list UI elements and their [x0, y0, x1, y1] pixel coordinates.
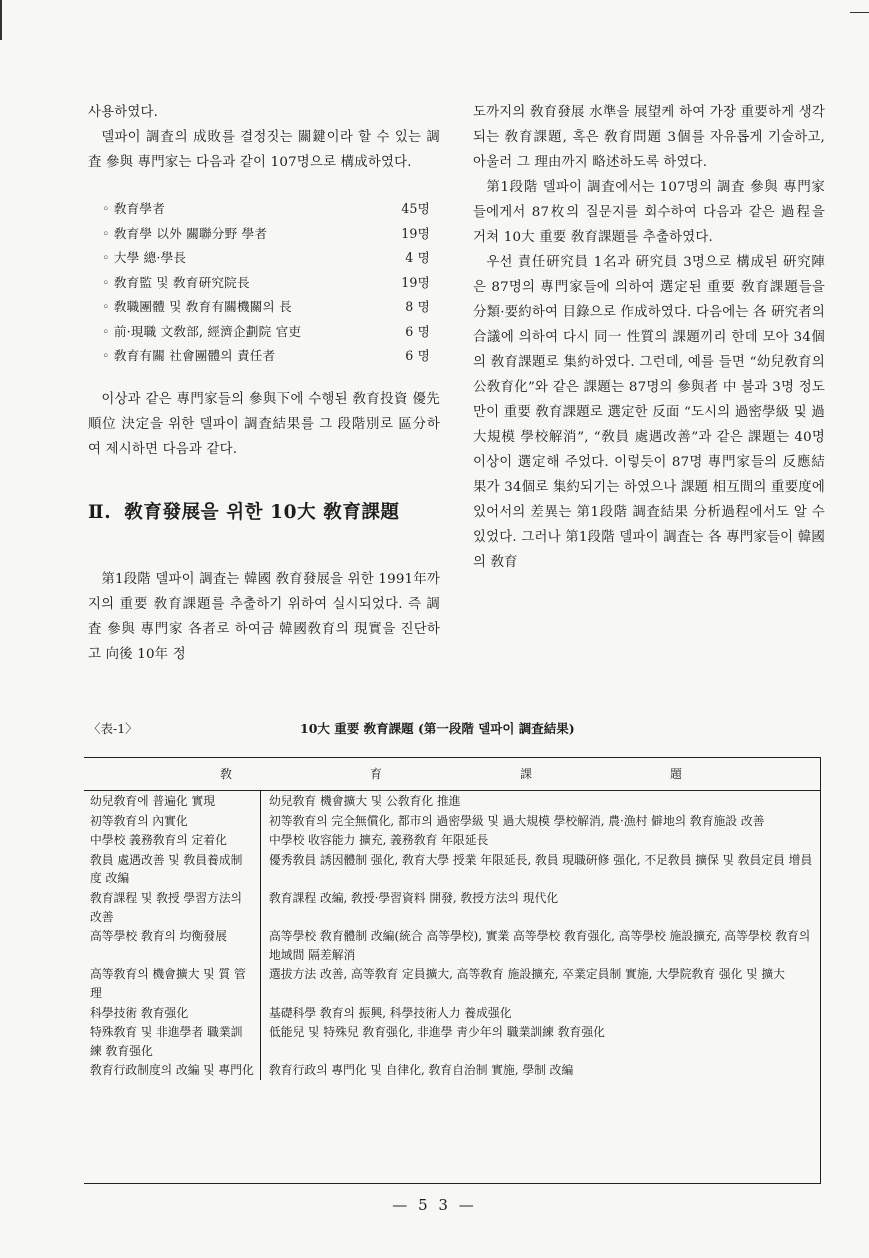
issue-area: 特殊敎育 및 非進學者 職業訓練 敎育强化	[84, 1022, 261, 1060]
list-item-count: 4 명	[405, 250, 430, 265]
table-row	[84, 888, 820, 926]
table-row	[84, 926, 820, 964]
issue-area: 敎育行政制度의 改編 및 專門化	[84, 1060, 261, 1080]
scan-mark-top-left	[0, 0, 2, 40]
table-label: 〈表-1〉	[88, 721, 138, 736]
paragraph: 第1段階 델파이 調査에서는 107명의 調査 參與 專門家들에게서 87枚의 질문지를 회수하여 다음과 같은 過程을 거쳐 10大 重要 敎育課題를 추출하였다.	[473, 180, 825, 245]
issue-area: 敎育課程 및 敎授 學習方法의 改善	[84, 888, 261, 926]
issue-area: 敎員 處遇改善 및 敎員養成制度 改編	[84, 850, 261, 888]
issue-details: 低能兒 및 特殊兒 敎育强化, 非進學 靑少年의 職業訓練 敎育强化	[269, 1025, 605, 1040]
paragraph: 도까지의 敎育發展 水準을 展望케 하여 가장 重要하게 생각되는 敎育課題, 혹은 敎育問題 3個를 자유롭게 기술하고, 아울러 그 理由까지 略述하도록 하였다.	[473, 105, 825, 170]
list-item	[88, 344, 440, 369]
section-title: 敎育發展을 위한 10大 敎育課題	[124, 501, 400, 523]
table-row	[84, 1022, 820, 1060]
table-row	[84, 850, 820, 888]
paragraph: 우선 責任硏究員 1名과 硏究員 3명으로 構成된 硏究陣은 87명의 專門家들에 의하여 選定된 重要 敎育課題들을 分類·要約하여 目錄으로 作成하였다. 다음에는 各 硏究者의 合議에 의하여 다시 同一 性質의 課題끼리 한데 모아 34個의 敎育課題로 集約하였다. 그런데, 예를 들면 “幼兒敎育의 公敎育化”와 같은 課題는 87명의 參與者 中 불과 3명 정도만이 重要 敎育課題로 選定한 反面 “도시의 過密學級 및 過大規模 學校解消”, “敎員 處遇改善”과 같은 課題는 40명 이상이 選定해 주었다. 이렇듯이 87명 專門家들의 反應結果가 34個로 集約되기는 하였으나 課題 相互間의 重要度에 있어서의 差異는 第1段階 調査結果 分析過程에서도 알 수 있었다. 그러나 第1段階 델파이 調査는 各 專門家들이 韓國의 敎育	[473, 255, 825, 570]
list-item-label: ◦ 敎育有關 社會團體의 責任者	[102, 348, 276, 363]
issue-details: 幼兒敎育 機會擴大 및 公敎育化 推進	[269, 794, 461, 808]
issue-area: 初等敎育의 內實化	[84, 811, 261, 831]
paragraph: 이상과 같은 專門家들의 參與下에 수행된 敎育投資 優先順位 決定을 위한 델파이 調査結果를 그 段階別로 區分하여 제시하면 다음과 같다.	[88, 391, 440, 457]
issue-area: 高等學校 敎育의 均衡發展	[84, 926, 261, 964]
page-number: — 5 3 —	[392, 1196, 477, 1214]
table-row	[84, 830, 820, 850]
left-column	[88, 100, 440, 667]
issues-table	[84, 757, 821, 1184]
issue-area: 科學技術 敎育强化	[84, 1003, 261, 1023]
list-item	[88, 222, 440, 247]
list-item-label: ◦ 敎育學者	[102, 201, 166, 216]
issue-area: 高等敎育의 機會擴大 및 質 管理	[84, 964, 261, 1002]
paragraph: 델파이 調査의 成敗를 결정짓는 關鍵이라 할 수 있는 調査 參與 專門家는 다음과 같이 107명으로 構成하였다.	[88, 130, 440, 170]
issue-details: 高等學校 敎育體制 改編(統合 高等學校), 實業 高等學校 敎育强化, 高等學校 施設擴充, 高等學校 敎育의 地域間 隔差解消	[269, 929, 811, 962]
paragraph: 사용하였다.	[88, 105, 159, 120]
header-char: 敎	[220, 766, 234, 781]
list-item-count: 19명	[401, 274, 430, 290]
list-item-count: 6 명	[405, 348, 430, 363]
header-char: 課	[520, 766, 534, 781]
scan-mark-top-right	[850, 12, 869, 13]
issue-details: 優秀敎員 誘因體制 强化, 敎育大學 授業 年限延長, 敎員 現職硏修 强化, 不足敎員 擴保 및 敎員定員 增員	[269, 852, 813, 867]
issue-details: 基礎科學 敎育의 振興, 科學技術人力 養成强化	[269, 1005, 512, 1020]
list-item	[88, 271, 440, 296]
list-item-label: ◦ 敎育學 以外 關聯分野 學者	[102, 225, 268, 241]
table-header	[84, 758, 820, 791]
issue-area: 幼兒敎育에 普遍化 實現	[84, 791, 261, 811]
header-char: 育	[370, 766, 384, 781]
header-char: 題	[670, 766, 684, 781]
right-column	[473, 100, 825, 575]
paragraph: 第1段階 델파이 調査는 韓國 敎育發展을 위한 1991年까지의 重要 敎育課題를 추출하기 위하여 실시되었다. 즉 調査 參與 專門家 各者로 하여금 韓國敎育의 現實을 진단하고 向後 10年 정	[88, 571, 440, 662]
issue-details: 選拔方法 改善, 高等敎育 定員擴大, 高等敎育 施設擴充, 卒業定員制 實施, 大學院敎育 强化 및 擴大	[269, 967, 785, 982]
list-item	[88, 197, 440, 222]
list-item-label: ◦ 敎育監 및 敎育硏究院長	[102, 274, 250, 290]
table-row	[84, 964, 820, 1002]
list-item-count: 8 명	[405, 299, 430, 314]
list-item-label: ◦ 大學 總·學長	[102, 250, 187, 265]
issue-details: 敎育行政의 專門化 및 自律化, 敎育自治制 實施, 學制 改編	[269, 1063, 574, 1078]
issue-details: 中學校 收容能力 擴充, 義務敎育 年限延長	[269, 833, 489, 848]
section-number: Ⅱ.	[88, 501, 112, 523]
list-item-label: ◦ 前·現職 文敎部, 經濟企劃院 官吏	[102, 323, 302, 339]
issue-details: 初等敎育의 完全無償化, 都市의 過密學級 및 過大規模 學校解消, 農·漁村 僻地의 敎育施設 改善	[269, 813, 765, 828]
list-item-label: ◦ 敎職團體 및 敎育有關機關의 長	[102, 299, 292, 314]
table-row	[84, 791, 820, 811]
list-item	[88, 246, 440, 271]
table-row	[84, 1060, 820, 1080]
table-row	[84, 1003, 820, 1023]
list-item	[88, 295, 440, 320]
section-heading	[88, 500, 440, 525]
table-title: 10大 重要 敎育課題 (第一段階 델파이 調査結果)	[300, 721, 575, 736]
list-item-count: 19명	[401, 225, 430, 241]
expert-list	[88, 197, 440, 369]
issue-details: 敎育課程 改編, 敎授·學習資料 開發, 敎授方法의 現代化	[269, 890, 559, 905]
issue-area: 中學校 義務敎育의 定着化	[84, 830, 261, 850]
list-item-count: 6 명	[405, 323, 430, 339]
table-row	[84, 811, 820, 831]
list-item	[88, 320, 440, 345]
list-item-count: 45명	[401, 201, 430, 216]
table-header-row	[84, 758, 820, 791]
